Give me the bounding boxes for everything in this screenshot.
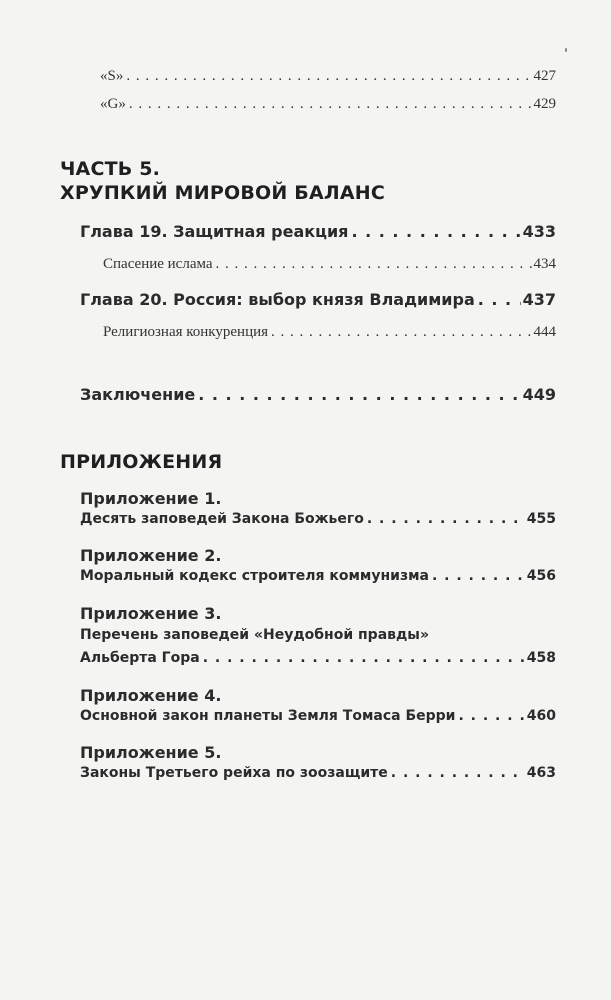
toc-page-number: 434 bbox=[533, 256, 556, 272]
toc-appendix-5[interactable] bbox=[80, 765, 556, 781]
chapter-title: Глава 19. Защитная реакция bbox=[80, 222, 349, 241]
appendix-title: Моральный кодекс строителя коммунизма bbox=[80, 568, 429, 584]
appendix-title-part: Томаса Берри bbox=[337, 708, 456, 724]
section-title: Спасение ислама bbox=[103, 256, 213, 272]
toc-chapter-20[interactable] bbox=[80, 290, 556, 309]
appendix-title-emphasis: планеты Земля bbox=[213, 708, 338, 724]
appendix-title bbox=[80, 708, 455, 724]
appendices-heading: ПРИЛОЖЕНИЯ bbox=[60, 451, 223, 473]
appendix-title-part: Основной закон bbox=[80, 708, 214, 724]
toc-section-islam[interactable] bbox=[103, 256, 556, 273]
chapter-title: Заключение bbox=[80, 385, 196, 404]
toc-page-number: 455 bbox=[526, 511, 556, 527]
toc-page-number: 437 bbox=[522, 290, 556, 309]
dot-leader bbox=[203, 650, 525, 666]
toc-entry-title: «S» bbox=[100, 68, 124, 84]
appendix-4-heading: Приложение 4. bbox=[80, 686, 222, 705]
section-title: Религиозная конкуренция bbox=[103, 324, 269, 340]
dot-leader bbox=[351, 222, 520, 241]
toc-page-number: 458 bbox=[526, 650, 556, 666]
part-heading-title: ХРУПКИЙ МИРОВОЙ БАЛАНС bbox=[60, 182, 386, 204]
chapter-title: Глава 20. Россия: выбор князя Владимира bbox=[80, 290, 475, 309]
part-heading-number: ЧАСТЬ 5. bbox=[60, 158, 161, 180]
appendix-title: Законы Третьего рейха по зоозащите bbox=[80, 765, 388, 781]
toc-conclusion[interactable] bbox=[80, 385, 556, 404]
toc-entry-s[interactable] bbox=[100, 68, 556, 85]
appendix-title: Альберта Гора bbox=[80, 650, 200, 666]
toc-section-competition[interactable] bbox=[103, 324, 556, 341]
dot-leader bbox=[432, 568, 525, 584]
toc-appendix-3[interactable] bbox=[80, 650, 556, 666]
dot-leader bbox=[478, 290, 521, 309]
dot-leader bbox=[458, 708, 524, 724]
dot-leader bbox=[129, 96, 532, 113]
toc-page-number: 460 bbox=[526, 708, 556, 724]
toc-page-number: 433 bbox=[522, 222, 556, 241]
toc-page-number: 444 bbox=[533, 324, 556, 340]
appendix-5-heading: Приложение 5. bbox=[80, 743, 222, 762]
dot-leader bbox=[367, 511, 525, 527]
toc-entry-title: «G» bbox=[100, 96, 126, 112]
appendix-1-heading: Приложение 1. bbox=[80, 489, 222, 508]
toc-page-number: 449 bbox=[522, 385, 556, 404]
appendix-3-title-line: Перечень заповедей «Неудобной правды» bbox=[80, 627, 430, 643]
toc-appendix-1[interactable] bbox=[80, 511, 556, 527]
dot-leader bbox=[216, 256, 532, 273]
dot-leader bbox=[198, 385, 520, 404]
dot-leader bbox=[271, 324, 531, 341]
toc-page-number: 429 bbox=[533, 96, 556, 112]
dot-leader bbox=[391, 765, 525, 781]
toc-page-number: 456 bbox=[526, 568, 556, 584]
toc-entry-g[interactable] bbox=[100, 96, 556, 113]
toc-page-number: 463 bbox=[526, 765, 556, 781]
appendix-2-heading: Приложение 2. bbox=[80, 546, 222, 565]
toc-appendix-2[interactable] bbox=[80, 568, 556, 584]
toc-chapter-19[interactable] bbox=[80, 222, 556, 241]
toc-appendix-4[interactable] bbox=[80, 708, 556, 724]
paper-speck bbox=[565, 48, 567, 52]
appendix-3-heading: Приложение 3. bbox=[80, 604, 222, 623]
toc-page-number: 427 bbox=[533, 68, 556, 84]
appendix-title: Десять заповедей Закона Божьего bbox=[80, 511, 364, 527]
dot-leader bbox=[126, 68, 531, 85]
